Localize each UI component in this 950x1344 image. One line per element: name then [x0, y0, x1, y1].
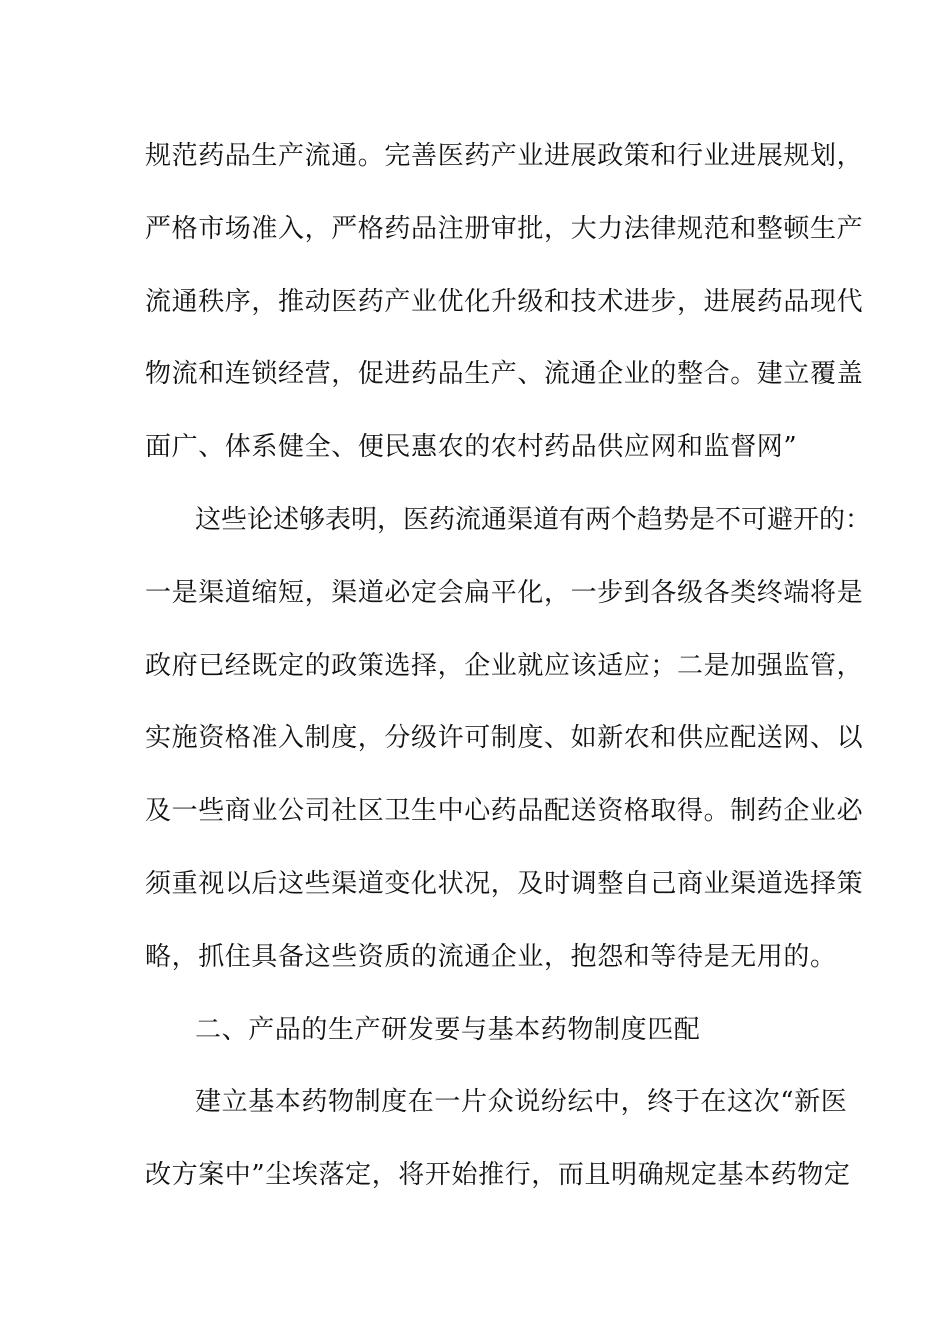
paragraph-start-line: 这些论述够表明，医药流通渠道有两个趋势是不可避开的：: [195, 504, 872, 535]
section-heading: 二、产品的生产研发要与基本药物制度匹配: [195, 1014, 701, 1045]
text-line: 流通秩序，推动医药产业优化升级和技术进步，进展药品现代: [145, 286, 864, 317]
document-body: [145, 128, 872, 1220]
text-line: 须重视以后这些渠道变化状况，及时调整自己商业渠道选择策: [145, 868, 864, 899]
text-line: 物流和连锁经营，促进药品生产、流通企业的整合。建立覆盖: [145, 359, 864, 390]
text-line: 政府已经既定的政策选择，企业就应该适应；二是加强监管，: [145, 650, 864, 681]
text-line: 改方案中”尘埃落定，将开始推行，而且明确规定基本药物定: [145, 1160, 851, 1191]
text-line: 实施资格准入制度，分级许可制度、如新农和供应配送网、以: [145, 723, 864, 754]
text-line: 一是渠道缩短，渠道必定会扁平化，一步到各级各类终端将是: [145, 577, 864, 608]
text-line: 严格市场准入，严格药品注册审批，大力法律规范和整顿生产: [145, 213, 864, 244]
text-line: 及一些商业公司社区卫生中心药品配送资格取得。制药企业必: [145, 796, 864, 827]
text-line: 略，抓住具备这些资质的流通企业，抱怨和等待是无用的。: [145, 941, 837, 972]
paragraph-start-line: 建立基本药物制度在一片众说纷纭中，终于在这次“新医: [195, 1087, 848, 1118]
text-line: 面广、体系健全、便民惠农的农村药品供应网和监督网”: [145, 432, 798, 463]
text-line: 规范药品生产流通。完善医药产业进展政策和行业进展规划，: [145, 141, 864, 171]
